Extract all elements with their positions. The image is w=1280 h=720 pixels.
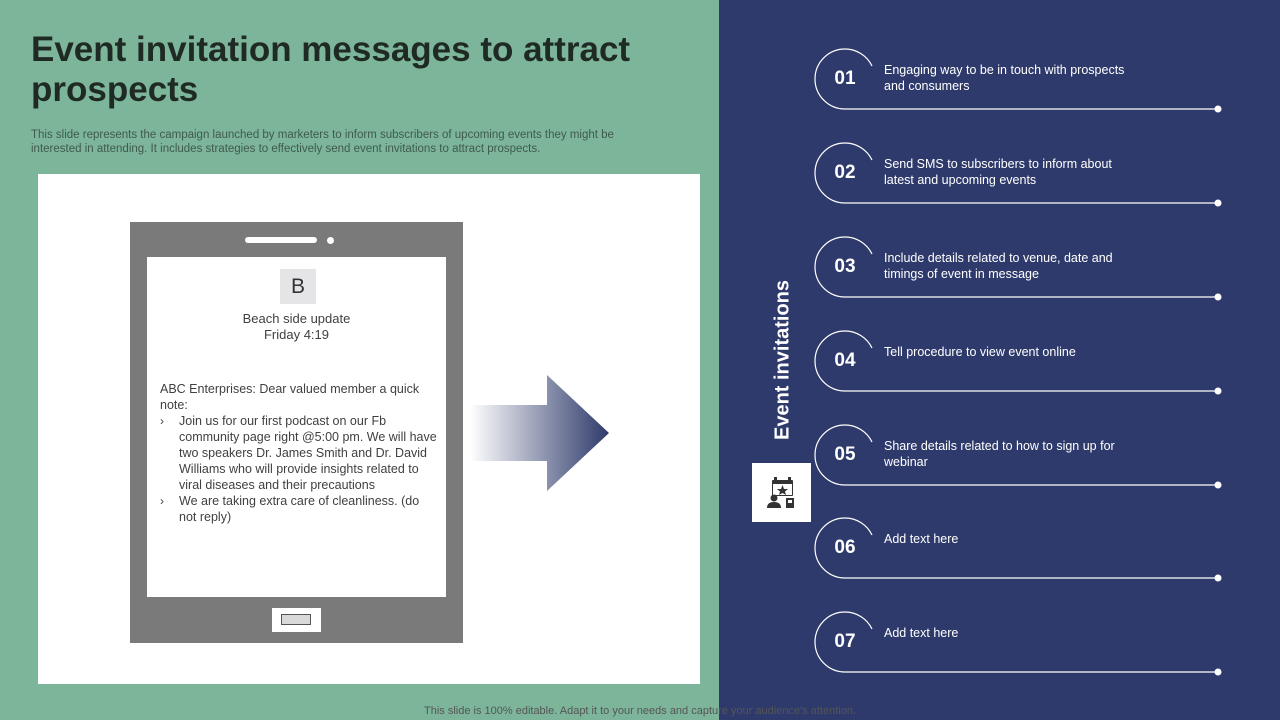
- home-button[interactable]: [281, 614, 311, 625]
- step-connector-line: [815, 331, 1225, 395]
- step-item: [815, 612, 1225, 676]
- step-item: [815, 237, 1225, 301]
- message-bullet: [160, 413, 438, 493]
- step-number: 01: [834, 68, 856, 89]
- step-text: Send SMS to subscribers to inform about latest and upcoming events: [884, 157, 1112, 187]
- tablet-speaker: [245, 237, 317, 243]
- avatar: B: [280, 269, 316, 304]
- panel-heading: Event invitations: [771, 279, 794, 441]
- step-text: Engaging way to be in touch with prospects and consumers: [884, 63, 1125, 93]
- step-connector-line: [815, 518, 1225, 582]
- step-text: Add text here: [884, 532, 959, 546]
- message-body: [160, 381, 438, 525]
- step-item: [815, 49, 1225, 113]
- calendar-person-icon: [752, 463, 811, 522]
- slide-subtitle: This slide represents the campaign launched by marketers to inform subscribers of upcoming events they might be interested in attending. It includes strategies to effectively send event invitations to attract prospects.: [31, 129, 614, 155]
- step-text: Include details related to venue, date and timings of event in message: [884, 251, 1113, 281]
- slide-title: Event invitation messages to attract prospects: [31, 30, 631, 109]
- step-item: [815, 518, 1225, 582]
- step-text: Add text here: [884, 626, 959, 640]
- footer-note: This slide is 100% editable. Adapt it to your needs and capture your audience's attention.: [424, 705, 856, 717]
- step-number: 04: [834, 350, 856, 371]
- chevron-right-icon: ›: [160, 414, 164, 428]
- message-bullet: [160, 493, 438, 525]
- chevron-right-icon: ›: [160, 494, 164, 508]
- step-number: 06: [834, 537, 856, 558]
- step-number: 02: [834, 162, 856, 183]
- step-item: [815, 143, 1225, 207]
- event-icon-box: [752, 463, 811, 522]
- step-number: 03: [834, 256, 856, 277]
- step-number: 05: [834, 444, 856, 465]
- arrow-right-icon: [470, 375, 610, 492]
- tablet-camera: [327, 237, 334, 244]
- step-item: [815, 331, 1225, 395]
- message-bullet-text: We are taking extra care of cleanliness. (do not reply): [179, 494, 420, 524]
- step-text: Share details related to how to sign up for webinar: [884, 439, 1115, 469]
- message-bullet-text: Join us for our first podcast on our Fb community page right @5:00 pm. We will have two speakers Dr. James Smith and Dr. David Williams who will provide insights related to viral diseases and their precautions: [179, 414, 437, 492]
- step-item: [815, 425, 1225, 489]
- message-intro: ABC Enterprises: Dear valued member a quick note:: [160, 382, 420, 412]
- message-time: Friday 4:19: [263, 327, 330, 342]
- step-text: Tell procedure to view event online: [884, 345, 1076, 359]
- step-number: 07: [834, 631, 856, 652]
- step-connector-line: [815, 612, 1225, 676]
- message-sender: Beach side update: [242, 311, 351, 326]
